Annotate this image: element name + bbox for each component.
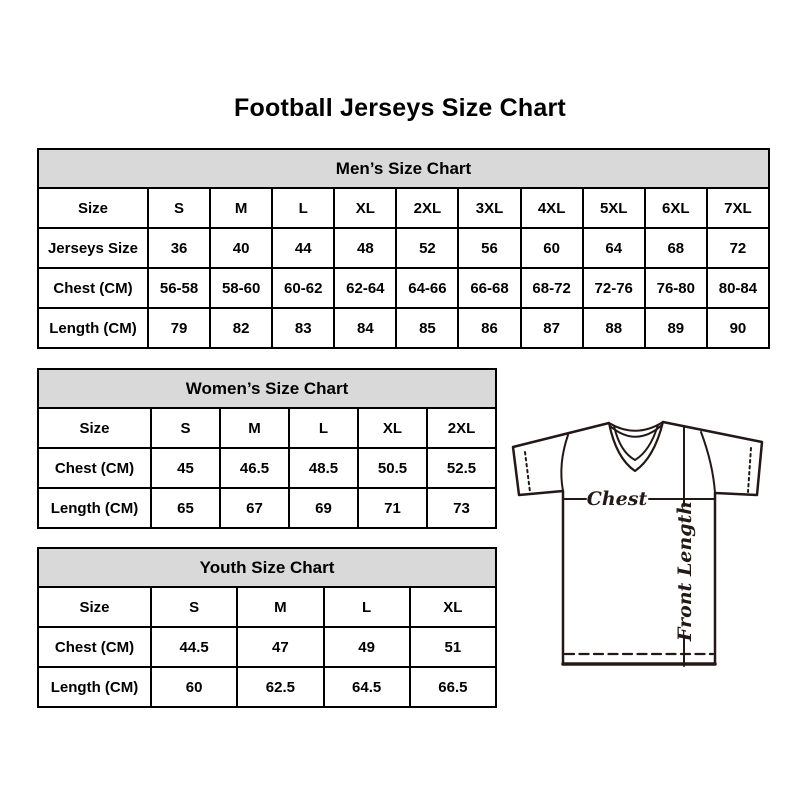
table-cell: L: [272, 188, 334, 228]
table-cell: 66.5: [410, 667, 496, 707]
table-header-row: [38, 369, 496, 408]
row-label-cell: Length (CM): [38, 488, 151, 528]
table-cell: 49: [324, 627, 410, 667]
table-cell: 64-66: [396, 268, 458, 308]
table-cell: 68: [645, 228, 707, 268]
page-title: Football Jerseys Size Chart: [234, 94, 566, 122]
table-cell: 73: [427, 488, 496, 528]
front-length-label: Front Length: [674, 500, 696, 642]
table-cell: 85: [396, 308, 458, 348]
table-cell: 45: [151, 448, 220, 488]
table-cell: 44: [272, 228, 334, 268]
table-cell: 64.5: [324, 667, 410, 707]
table-cell: 52: [396, 228, 458, 268]
table-cell: 82: [210, 308, 272, 348]
row-label-cell: Length (CM): [38, 308, 148, 348]
row-label-cell: Chest (CM): [38, 627, 151, 667]
table-cell: 65: [151, 488, 220, 528]
table-cell: 2XL: [396, 188, 458, 228]
womens-chart-title: Women’s Size Chart: [38, 369, 496, 408]
left-cuff-stitch: [525, 452, 530, 492]
table-cell: M: [237, 587, 323, 627]
table-cell: 44.5: [151, 627, 237, 667]
table-cell: 79: [148, 308, 210, 348]
table-cell: 60: [151, 667, 237, 707]
table-cell: 40: [210, 228, 272, 268]
table-cell: 80-84: [707, 268, 769, 308]
table-cell: XL: [410, 587, 496, 627]
table-row: [38, 448, 496, 488]
table-cell: S: [151, 408, 220, 448]
table-cell: 60: [521, 228, 583, 268]
table-cell: 88: [583, 308, 645, 348]
table-cell: 58-60: [210, 268, 272, 308]
table-cell: 56-58: [148, 268, 210, 308]
right-cuff-stitch: [748, 448, 751, 492]
table-cell: 89: [645, 308, 707, 348]
table-cell: 2XL: [427, 408, 496, 448]
table-cell: 66-68: [458, 268, 520, 308]
table-row: [38, 268, 769, 308]
table-cell: 4XL: [521, 188, 583, 228]
table-row: [38, 188, 769, 228]
table-header-row: [38, 149, 769, 188]
youth-size-chart-table: [37, 547, 497, 708]
table-cell: 5XL: [583, 188, 645, 228]
table-cell: 76-80: [645, 268, 707, 308]
table-cell: 62-64: [334, 268, 396, 308]
table-cell: 67: [220, 488, 289, 528]
table-cell: 71: [358, 488, 427, 528]
youth-chart-title: Youth Size Chart: [38, 548, 496, 587]
table-cell: S: [148, 188, 210, 228]
table-cell: S: [151, 587, 237, 627]
table-cell: 90: [707, 308, 769, 348]
table-cell: 7XL: [707, 188, 769, 228]
table-cell: 68-72: [521, 268, 583, 308]
row-label-cell: Jerseys Size: [38, 228, 148, 268]
left-armhole-seam: [561, 435, 568, 491]
table-cell: M: [220, 408, 289, 448]
table-row: [38, 667, 496, 707]
table-cell: 69: [289, 488, 358, 528]
table-cell: 46.5: [220, 448, 289, 488]
row-label-cell: Size: [38, 188, 148, 228]
table-row: [38, 587, 496, 627]
table-cell: 3XL: [458, 188, 520, 228]
table-cell: 72: [707, 228, 769, 268]
table-row: [38, 408, 496, 448]
table-cell: 48: [334, 228, 396, 268]
right-armhole-seam: [701, 432, 715, 493]
chest-label: Chest: [586, 488, 648, 510]
table-row: [38, 627, 496, 667]
table-row: [38, 488, 496, 528]
table-cell: 36: [148, 228, 210, 268]
table-cell: 62.5: [237, 667, 323, 707]
table-cell: 72-76: [583, 268, 645, 308]
row-label-cell: Size: [38, 408, 151, 448]
table-cell: 50.5: [358, 448, 427, 488]
row-label-cell: Chest (CM): [38, 448, 151, 488]
table-cell: 48.5: [289, 448, 358, 488]
table-cell: 51: [410, 627, 496, 667]
table-header-row: [38, 548, 496, 587]
table-cell: 52.5: [427, 448, 496, 488]
table-cell: XL: [334, 188, 396, 228]
row-label-cell: Chest (CM): [38, 268, 148, 308]
mens-size-chart-table: [37, 148, 770, 349]
table-cell: 86: [458, 308, 520, 348]
table-cell: 56: [458, 228, 520, 268]
table-cell: L: [324, 587, 410, 627]
row-label-cell: Size: [38, 587, 151, 627]
table-cell: 84: [334, 308, 396, 348]
table-cell: 60-62: [272, 268, 334, 308]
table-cell: 47: [237, 627, 323, 667]
table-cell: 6XL: [645, 188, 707, 228]
table-cell: M: [210, 188, 272, 228]
table-cell: 83: [272, 308, 334, 348]
row-label-cell: Length (CM): [38, 667, 151, 707]
table-cell: L: [289, 408, 358, 448]
table-row: [38, 228, 769, 268]
jersey-measurement-diagram: [505, 418, 767, 670]
table-cell: XL: [358, 408, 427, 448]
table-cell: 64: [583, 228, 645, 268]
table-cell: 87: [521, 308, 583, 348]
mens-chart-title: Men’s Size Chart: [38, 149, 769, 188]
womens-size-chart-table: [37, 368, 497, 529]
table-row: [38, 308, 769, 348]
